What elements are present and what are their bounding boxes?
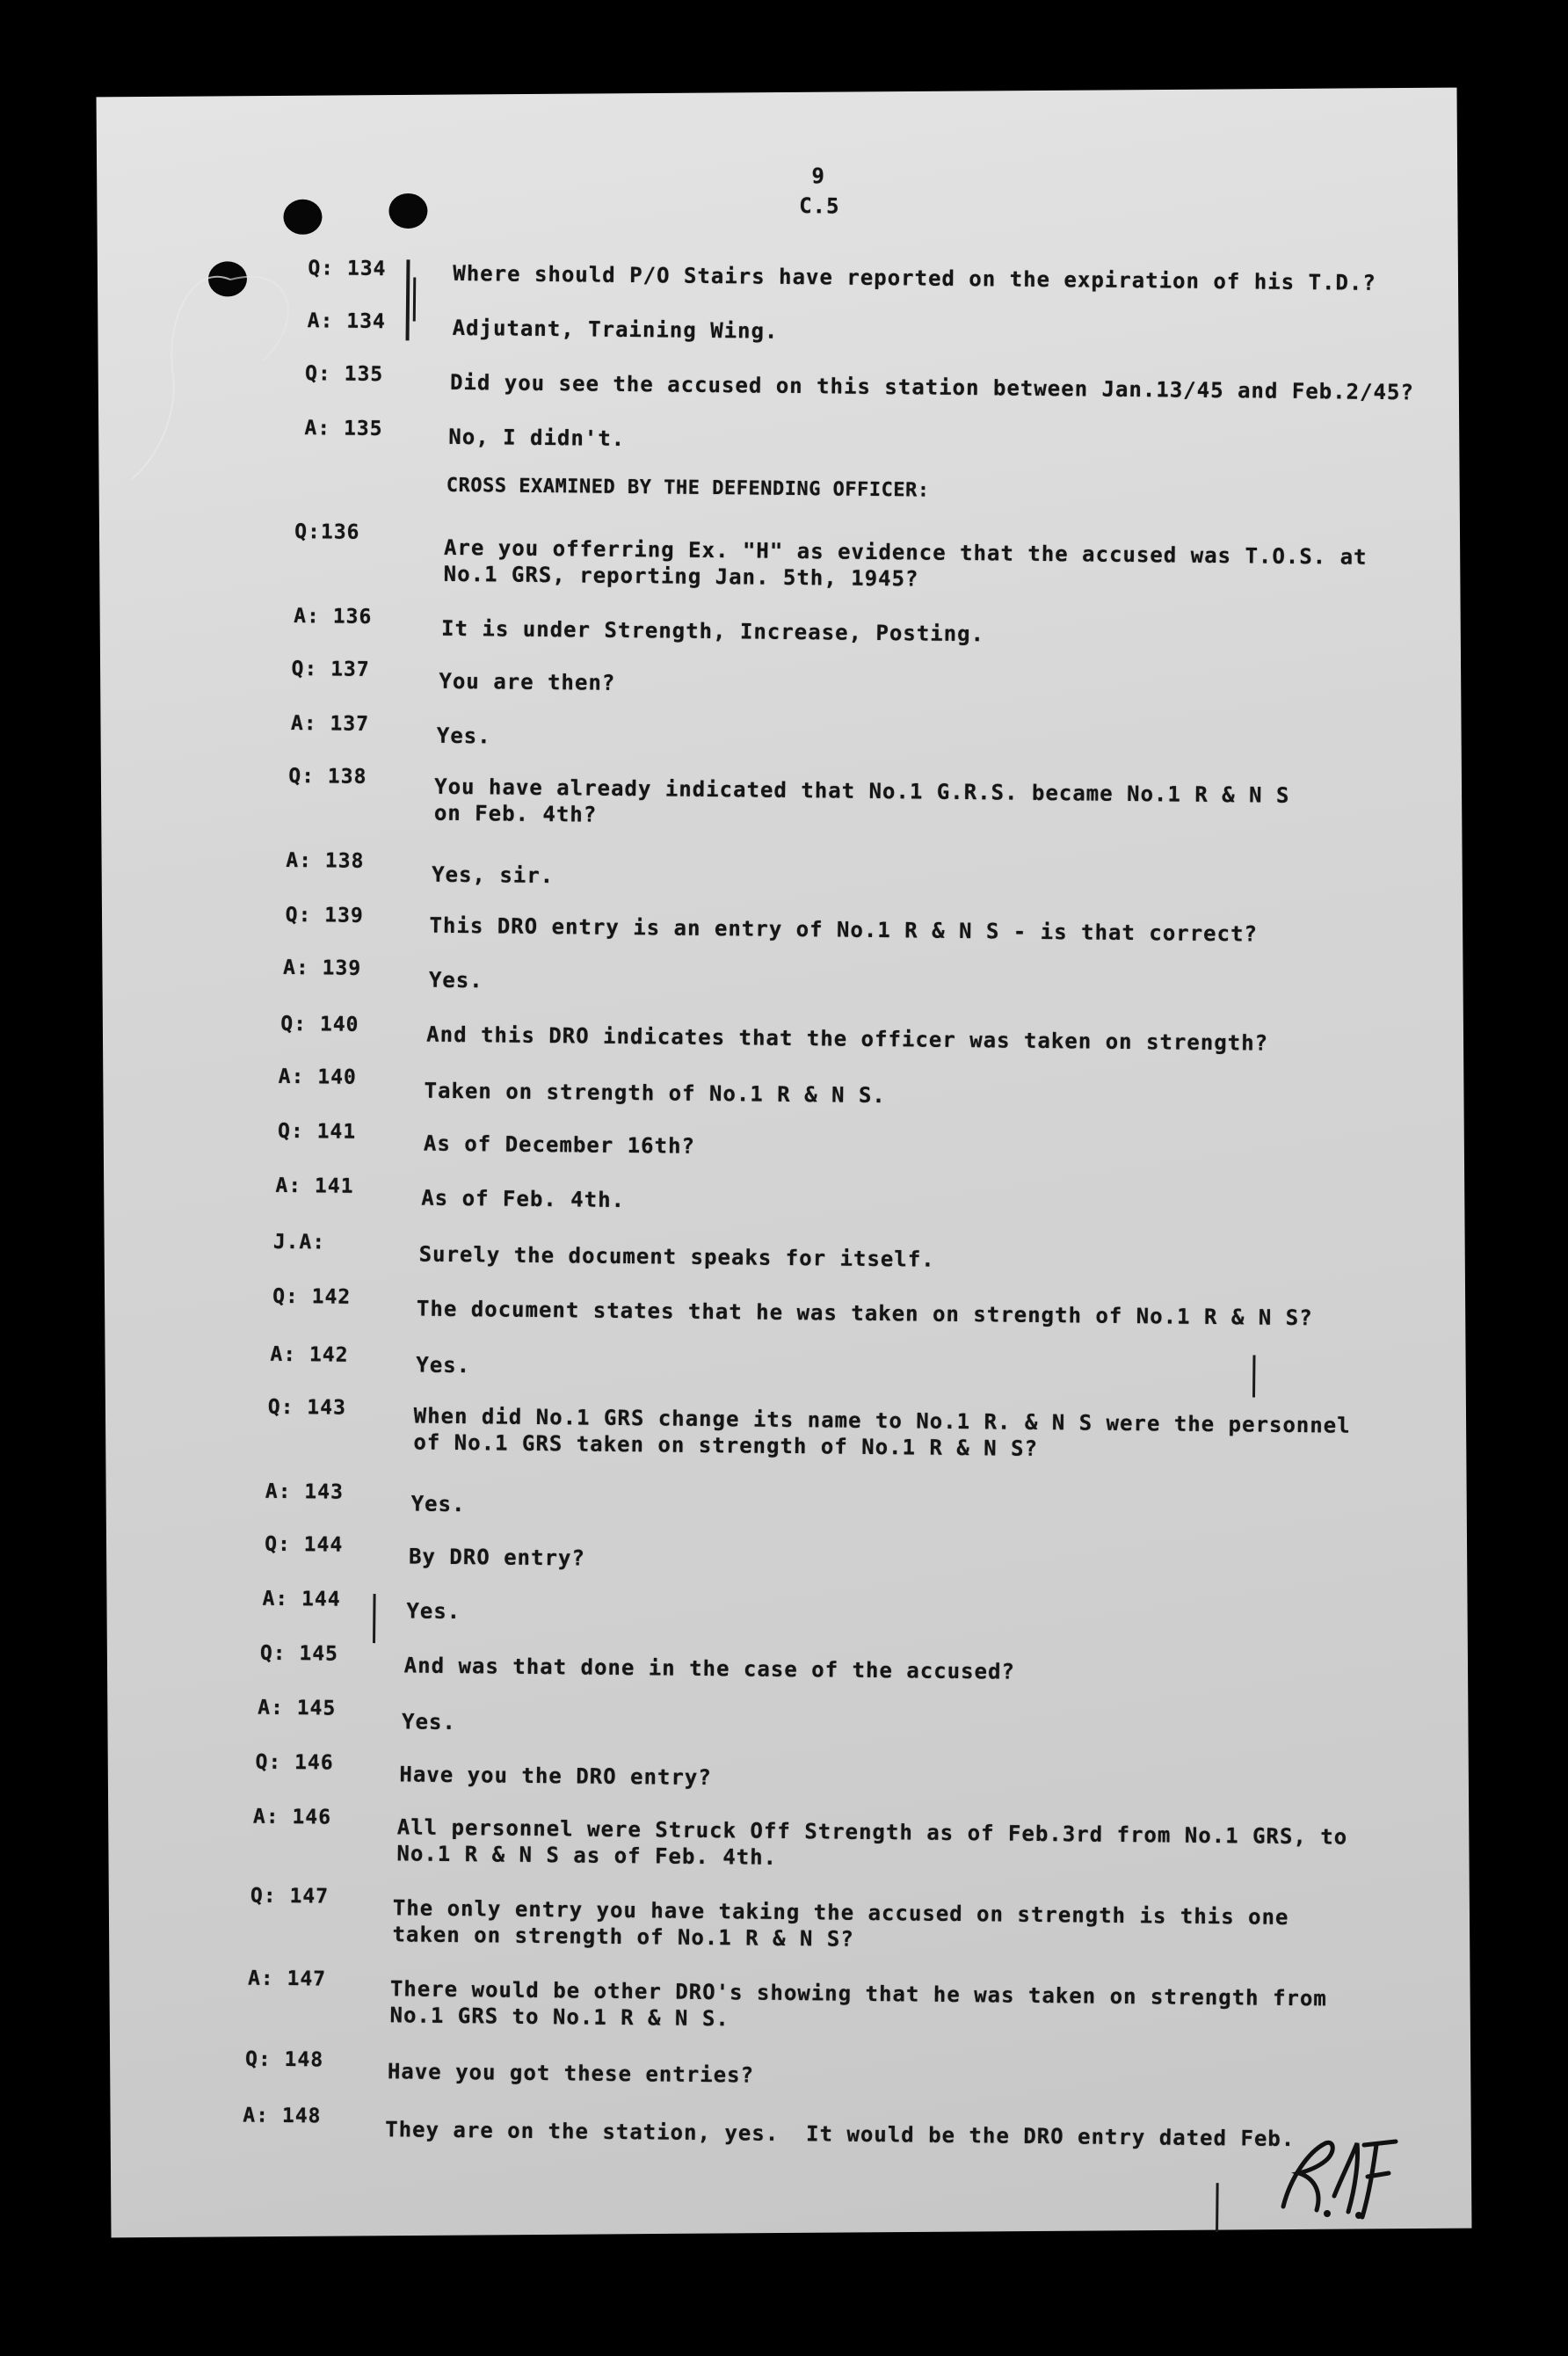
entry-text: No, I didn't.: [448, 424, 626, 451]
entry-label: A: 148: [243, 2104, 322, 2128]
entry-label: Q: 134: [308, 257, 387, 281]
entry-text: Where should P/O Stairs have reported on the expiration of his T.D.?: [453, 260, 1376, 295]
entry-text: Adjutant, Training Wing.: [452, 315, 779, 344]
entry-label: Q: 147: [250, 1884, 330, 1909]
entry-label: Q: 140: [280, 1012, 359, 1036]
entry-text: Yes.: [416, 1352, 471, 1378]
entry-text: You have already indicated that No.1 G.R.S. became No.1 R & N S on Feb. 4th?: [433, 774, 1290, 827]
entry-label: Q: 142: [272, 1284, 352, 1309]
entry-text: The document states that he was taken on strength of No.1 R & N S?: [416, 1296, 1313, 1331]
margin-mark: [1252, 1356, 1256, 1398]
section-number: C.5: [799, 193, 840, 219]
entry-label: Q:136: [294, 520, 360, 544]
entry-label: A: 144: [262, 1587, 341, 1611]
entry-label: A: 135: [304, 417, 383, 441]
entry-text: As of Feb. 4th.: [421, 1185, 626, 1213]
entry-label: A: 143: [265, 1480, 345, 1504]
margin-mark: [413, 277, 417, 321]
entry-label: A: 134: [307, 309, 386, 334]
entry-label: A: 136: [294, 605, 373, 629]
handwritten-initials: [1273, 2126, 1405, 2222]
entry-text: Yes.: [436, 723, 491, 749]
entry-label: J.A:: [272, 1230, 326, 1254]
entry-text: You are then?: [439, 668, 616, 695]
entry-text: It is under Strength, Increase, Posting.: [440, 615, 985, 647]
entry-text: And was that done in the case of the accused?: [403, 1653, 1016, 1684]
entry-text: Yes.: [428, 967, 483, 993]
entry-text: Have you the DRO entry?: [399, 1762, 712, 1791]
entry-label: Q: 141: [277, 1119, 357, 1144]
page-number: 9: [811, 164, 826, 189]
entry-label: Q: 137: [291, 658, 370, 681]
entry-label: Q: 145: [259, 1641, 339, 1666]
entry-label: A: 137: [290, 712, 370, 736]
entry-text: When did No.1 GRS change its name to No.1 R. & N S were the personnel of No.1 GRS taken on strength of No.1 R & N S?: [413, 1403, 1351, 1461]
entry-label: A: 140: [278, 1065, 357, 1089]
entry-label: Q: 144: [265, 1532, 344, 1557]
entry-text: And this DRO indicates that the officer was taken on strength?: [426, 1022, 1269, 1056]
entry-text: There would be other DRO's showing that he was taken on strength from No.1 GRS to No.1 R & N S.: [389, 1976, 1327, 2032]
margin-mark: [373, 1594, 376, 1643]
cross-examination-heading: CROSS EXAMINED BY THE DEFENDING OFFICER:: [446, 474, 930, 502]
entry-label: Q: 143: [267, 1395, 347, 1420]
entry-text: Surely the document speaks for itself.: [418, 1241, 935, 1272]
entry-text: Yes.: [410, 1491, 466, 1517]
entry-label: A: 139: [282, 956, 362, 980]
entry-text: By DRO entry?: [408, 1544, 586, 1571]
entry-label: Q: 138: [288, 764, 367, 789]
entry-text: They are on the station, yes. It would be the DRO entry dated Feb.: [385, 2117, 1296, 2152]
entry-label: A: 138: [286, 848, 365, 873]
entry-text: Are you offerring Ex. "H" as evidence that the accused was T.O.S. at No.1 GRS, reporting Jan. 5th, 1945?: [443, 534, 1368, 592]
entry-text: Yes.: [401, 1709, 457, 1735]
entry-label: Q: 146: [255, 1750, 334, 1775]
entry-text: All personnel were Struck Off Strength as of Feb.3rd from No.1 GRS, to No.1 R & N S as of Feb. 4th.: [396, 1814, 1348, 1870]
entry-label: Q: 139: [285, 903, 364, 927]
entry-label: A: 142: [270, 1342, 349, 1367]
entry-text: Did you see the accused on this station between Jan.13/45 and Feb.2/45?: [449, 369, 1415, 405]
entry-text: As of December 16th?: [423, 1131, 696, 1159]
entry-label: A: 141: [275, 1174, 354, 1198]
entry-text: Have you got these entries?: [387, 2059, 755, 2088]
entry-label: Q: 148: [244, 2047, 324, 2072]
entry-label: A: 147: [247, 1967, 327, 1991]
entry-text: The only entry you have taking the accused on strength is this one taken on strength of No.1 R & N S?: [392, 1895, 1289, 1952]
entry-text: Taken on strength of No.1 R & N S.: [424, 1078, 886, 1109]
entry-label: A: 146: [252, 1805, 332, 1829]
entry-text: This DRO entry is an entry of No.1 R & N S - is that correct?: [429, 913, 1259, 947]
entry-text: Yes, sir.: [432, 862, 555, 889]
entry-text: Yes.: [406, 1598, 461, 1625]
margin-mark: [1216, 2183, 1219, 2232]
entry-label: Q: 135: [304, 362, 384, 387]
entry-label: A: 145: [258, 1696, 337, 1720]
